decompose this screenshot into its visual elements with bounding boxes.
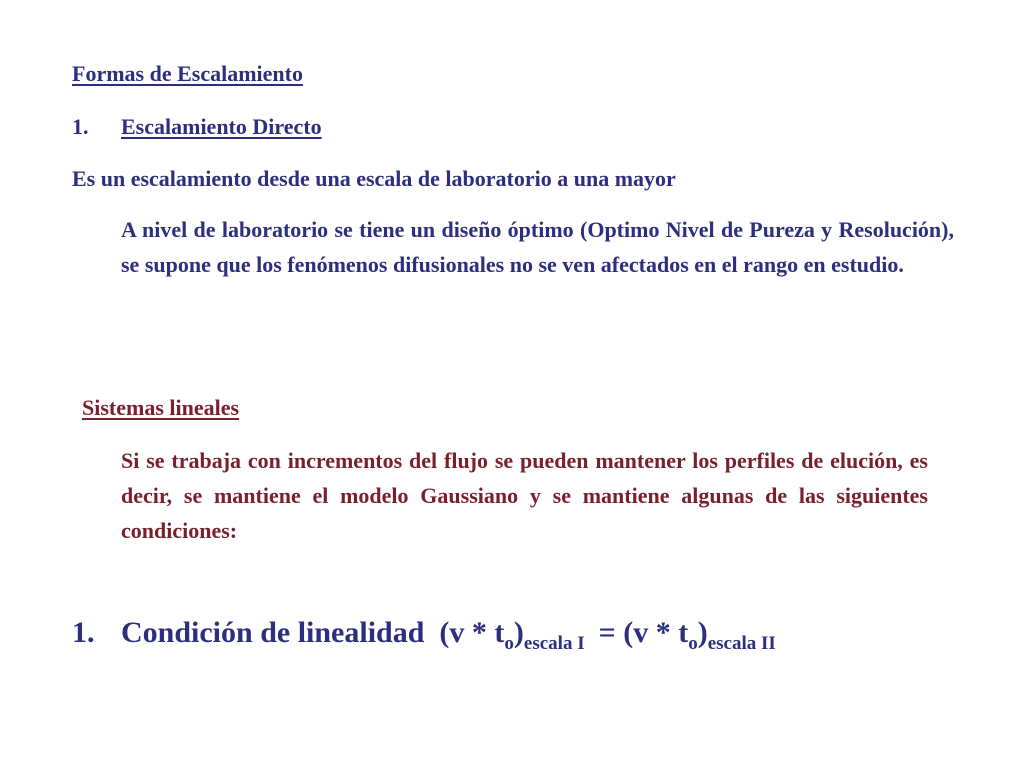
condition-number: 1. <box>72 616 95 649</box>
equation-rhs-close: ) <box>697 616 708 649</box>
equation-equals: = <box>598 616 616 649</box>
condition-label: Condición de linealidad <box>121 616 425 649</box>
equation-rhs: (v * t <box>623 616 689 649</box>
equation-lhs-subscript: o <box>504 633 514 654</box>
section-heading: Formas de Escalamiento <box>72 61 303 86</box>
list-item-label: Escalamiento Directo <box>121 114 322 139</box>
list-item-direct-scaling <box>72 114 322 140</box>
intro-text: Es un escalamiento desde una escala de laboratorio a una mayor <box>72 166 676 191</box>
lab-design-paragraph: A nivel de laboratorio se tiene un diseño óptimo (Optimo Nivel de Pureza y Resolución), se supone que los fenómenos difusionales no se ven afectados en el rango en estudio. <box>121 217 954 277</box>
linear-systems-paragraph: Si se trabaja con incrementos del flujo se pueden mantener los perfiles de elución, es decir, se mantiene el modelo Gaussiano y se mantiene algunas de las siguientes condiciones: <box>121 448 928 543</box>
list-number: 1. <box>72 114 89 139</box>
linearity-condition <box>72 616 776 655</box>
linear-systems-heading: Sistemas lineales <box>82 395 240 420</box>
equation-lhs-scale: escala I <box>523 633 585 654</box>
equation-lhs-close: ) <box>513 616 524 649</box>
equation-lhs: (v * t <box>439 616 505 649</box>
equation-rhs-scale: escala II <box>707 633 776 654</box>
equation-rhs-subscript: o <box>688 633 698 654</box>
